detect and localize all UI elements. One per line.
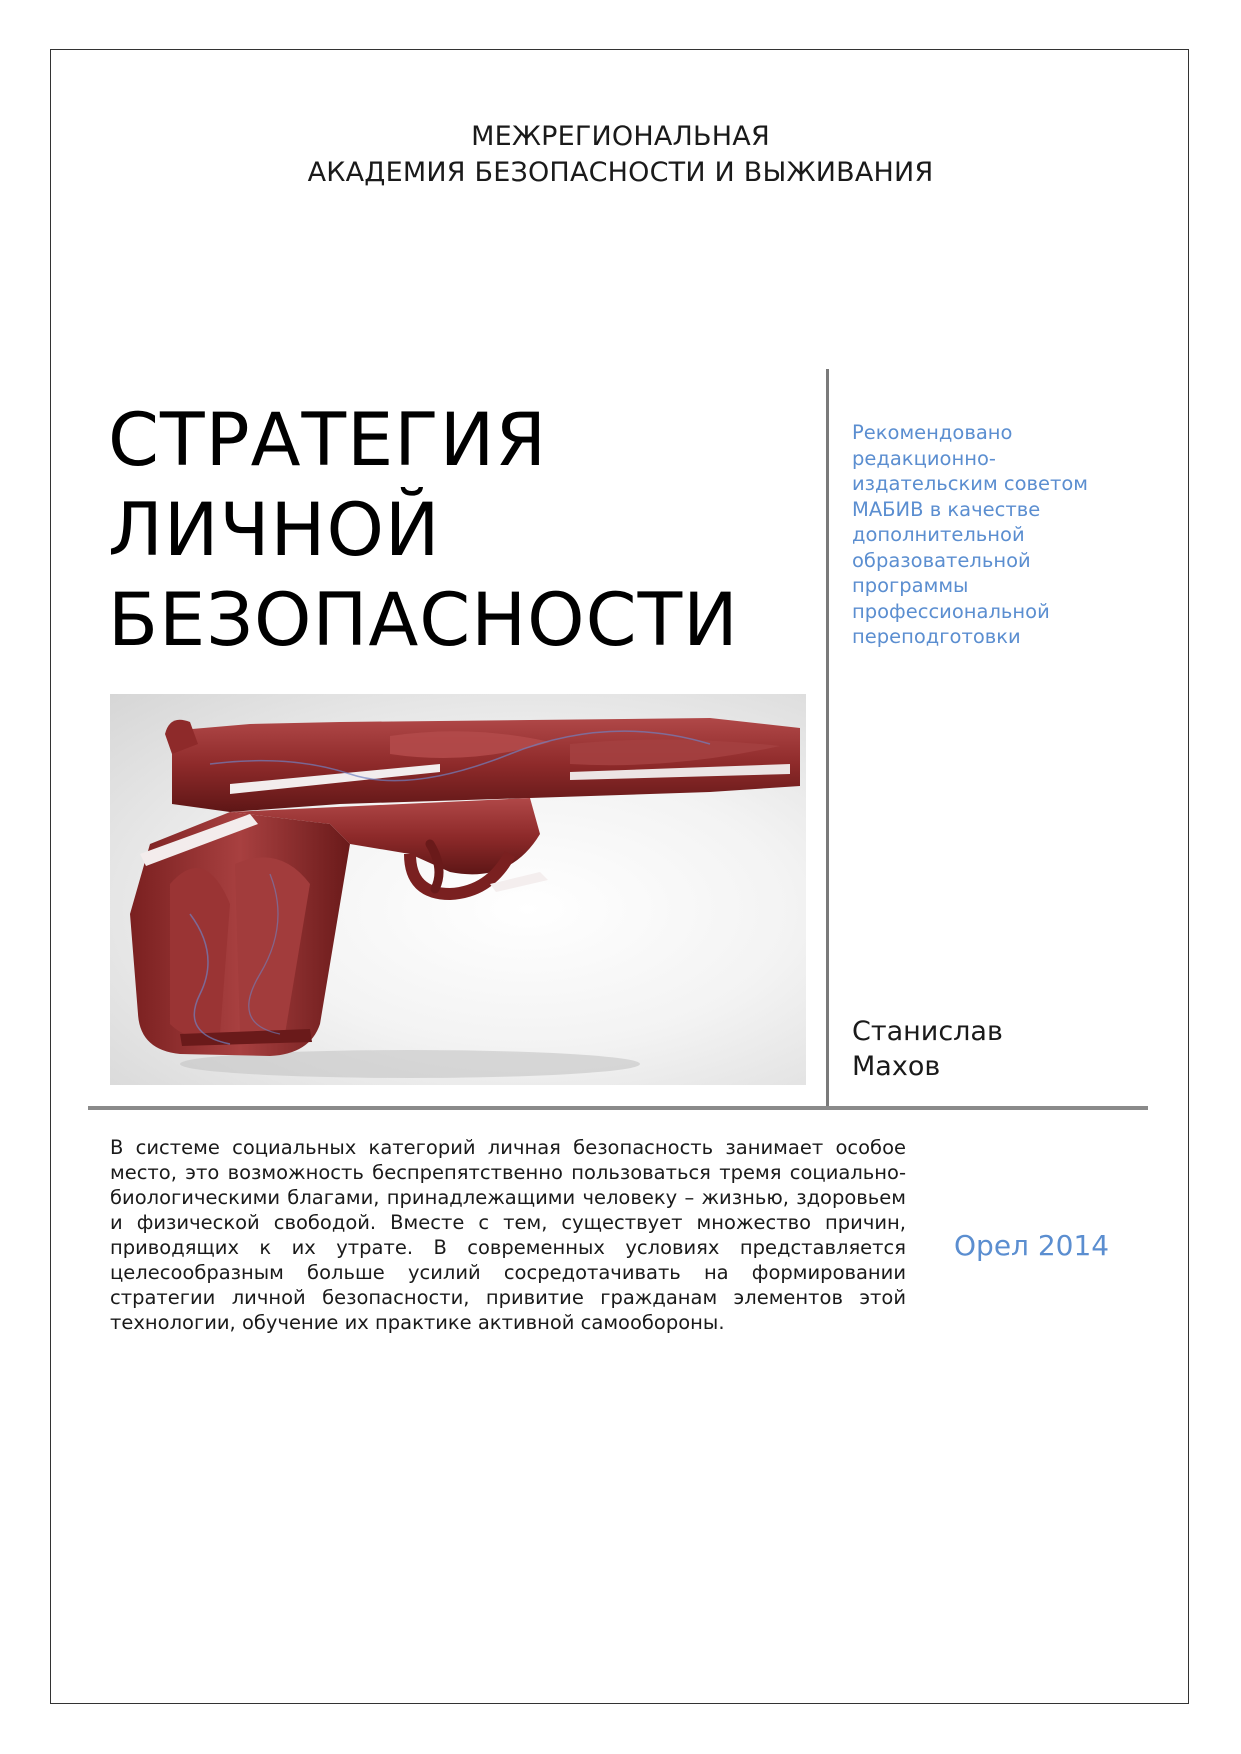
recommendation-note: Рекомендовано редакционно-издательским советом МАБИВ в качестве дополнительной образовательной программы профессиональной переподготовки	[852, 421, 1089, 648]
cover-illustration	[110, 694, 806, 1085]
book-title-line1: СТРАТЕГИЯ	[108, 398, 548, 483]
horizontal-divider	[88, 1106, 1148, 1110]
vertical-divider	[826, 369, 829, 1107]
abstract-paragraph: В системе социальных категорий личная безопасность занимает особое место, это возможность беспрепятственно пользоваться тремя социально-биологическими благами, принадлежащими человеку – жизнью, здоровьем и физической свободой. Вместе с тем, существует множество причин, приводящих к их утрате. В современных условиях представляется целесообразным больше усилий сосредотачивать на формировании стратегии личной безопасности, привитие гражданам элементов этой технологии, обучение их практике активной самообороны.	[110, 1136, 906, 1334]
organization-name-line1: МЕЖРЕГИОНАЛЬНАЯ	[471, 121, 770, 152]
book-title-line3: БЕЗОПАСНОСТИ	[108, 578, 739, 663]
organization-name-line2: АКАДЕМИЯ БЕЗОПАСНОСТИ И ВЫЖИВАНИЯ	[307, 157, 934, 188]
author-first-name: Станислав	[852, 1016, 1003, 1047]
muscle-pistol-image	[110, 694, 806, 1085]
book-title-line2: ЛИЧНОЙ	[108, 488, 441, 573]
publication-place-year: Орел 2014	[954, 1229, 1110, 1262]
author-last-name: Махов	[852, 1051, 941, 1082]
